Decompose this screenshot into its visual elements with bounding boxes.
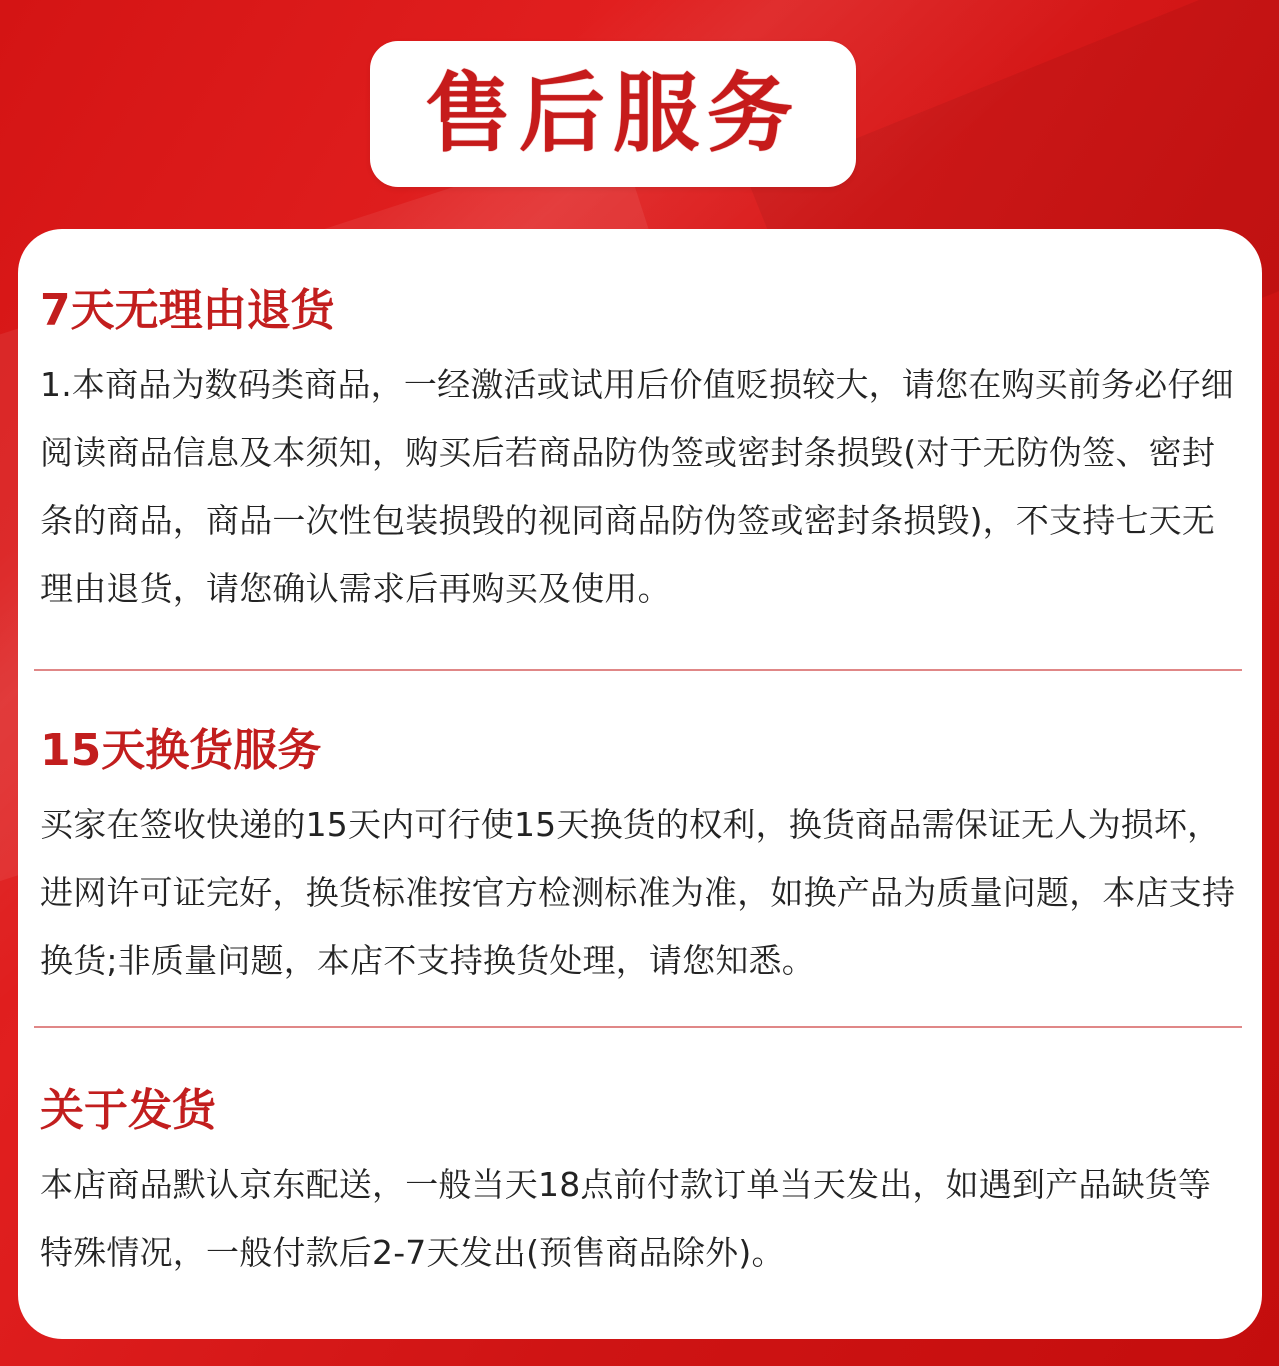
- content-card: [18, 229, 1262, 1339]
- section-exchange-service: [40, 725, 1240, 995]
- section-title-exchange-service: 15天换货服务: [40, 725, 322, 776]
- section-divider: [34, 1026, 1242, 1028]
- section-divider: [34, 669, 1242, 671]
- section-title-shipping: 关于发货: [40, 1085, 216, 1136]
- section-body-shipping: 本店商品默认京东配送，一般当天18点前付款订单当天发出，如遇到产品缺货等特殊情况，一般付款后2-7天发出(预售商品除外)。: [40, 1165, 1212, 1272]
- section-return-policy: [40, 285, 1240, 623]
- page-title: 售后服务: [425, 64, 801, 164]
- section-body-exchange-service: 买家在签收快递的15天内可行使15天换货的权利，换货商品需保证无人为损坏，进网许可证完好，换货标准按官方检测标准为准，如换产品为质量问题，本店支持换货;非质量问题，本店不支持换货处理，请您知悉。: [40, 805, 1236, 980]
- title-card: [370, 41, 856, 187]
- section-body-return-policy: 1.本商品为数码类商品，一经激活或试用后价值贬损较大，请您在购买前务必仔细阅读商品信息及本须知，购买后若商品防伪签或密封条损毁(对于无防伪签、密封条的商品，商品一次性包装损毁的视同商品防伪签或密封条损毁)，不支持七天无理由退货，请您确认需求后再购买及使用。: [40, 365, 1234, 608]
- section-title-return-policy: 7天无理由退货: [40, 285, 335, 336]
- section-shipping: [40, 1085, 1240, 1287]
